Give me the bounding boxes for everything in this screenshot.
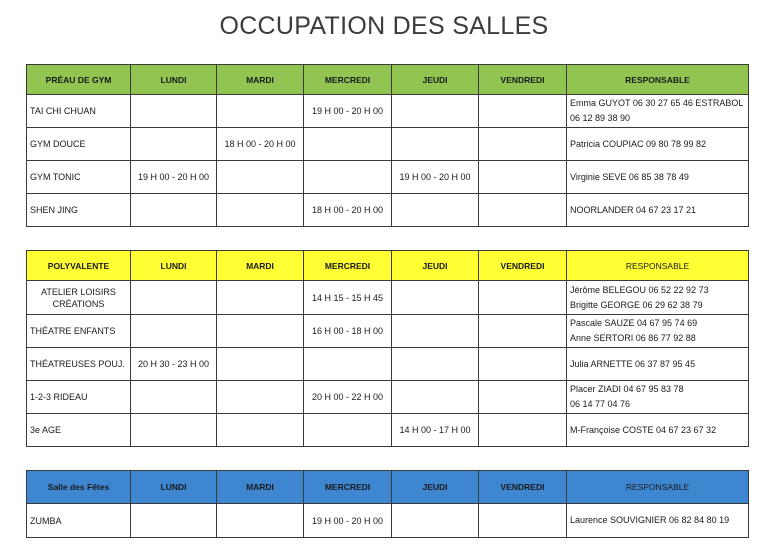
activity-cell: 3e AGE xyxy=(27,414,131,447)
responsable-line: 06 12 89 38 90 xyxy=(570,113,631,123)
time-cell xyxy=(217,161,304,194)
table-header-row xyxy=(27,65,749,95)
day-header-jeudi: JEUDI xyxy=(392,471,479,504)
time-cell xyxy=(479,128,567,161)
time-cell xyxy=(131,281,217,315)
table-row xyxy=(27,281,749,315)
activity-cell: GYM TONIC xyxy=(27,161,131,194)
activity-cell: THÉATREUSES POUJ. xyxy=(27,348,131,381)
activity-cell: GYM DOUCE xyxy=(27,128,131,161)
time-cell xyxy=(217,381,304,414)
room-name-header: Salle des Fêtes xyxy=(27,471,131,504)
table-header-row xyxy=(27,471,749,504)
time-cell xyxy=(131,128,217,161)
day-header-vendredi: VENDREDI xyxy=(479,65,567,95)
activity-cell: SHEN JING xyxy=(27,194,131,227)
time-cell xyxy=(304,414,392,447)
responsable-cell: Julia ARNETTE 06 37 87 95 45 xyxy=(567,348,749,381)
time-cell: 19 H 00 - 20 H 00 xyxy=(131,161,217,194)
time-cell xyxy=(131,95,217,128)
responsable-line: Pascale SAUZE 04 67 95 74 69 xyxy=(570,318,698,328)
responsable-line: Placer ZIADI 04 67 95 83 78 xyxy=(570,384,684,394)
responsable-line: 06 14 77 04 76 xyxy=(570,399,631,409)
time-cell xyxy=(131,315,217,348)
time-cell: 19 H 00 - 20 H 00 xyxy=(392,161,479,194)
responsable-cell: M-Françoise COSTE 04 67 23 67 32 xyxy=(567,414,749,447)
activity-cell: ZUMBA xyxy=(27,504,131,538)
room-name-header: PRÉAU DE GYM xyxy=(27,65,131,95)
day-header-mercredi: MERCREDI xyxy=(304,471,392,504)
table-row xyxy=(27,381,749,414)
time-cell xyxy=(217,348,304,381)
room-name-header: POLYVALENTE xyxy=(27,251,131,281)
activity-cell: TAI CHI CHUAN xyxy=(27,95,131,128)
table-row xyxy=(27,414,749,447)
time-cell xyxy=(131,504,217,538)
schedule-table-preau xyxy=(26,64,749,227)
responsable-header: RESPONSABLE xyxy=(567,251,749,281)
time-cell: 14 H 00 - 17 H 00 xyxy=(392,414,479,447)
table-row xyxy=(27,161,749,194)
time-cell: 19 H 00 - 20 H 00 xyxy=(304,504,392,538)
time-cell xyxy=(392,194,479,227)
time-cell xyxy=(217,414,304,447)
time-cell xyxy=(392,381,479,414)
day-header-jeudi: JEUDI xyxy=(392,251,479,281)
time-cell xyxy=(479,281,567,315)
day-header-mercredi: MERCREDI xyxy=(304,251,392,281)
table-row xyxy=(27,315,749,348)
table-row xyxy=(27,128,749,161)
time-cell xyxy=(392,504,479,538)
responsable-cell xyxy=(567,381,749,414)
time-cell: 18 H 00 - 20 H 00 xyxy=(304,194,392,227)
table-row xyxy=(27,504,749,538)
time-cell xyxy=(392,128,479,161)
time-cell: 19 H 00 - 20 H 00 xyxy=(304,95,392,128)
time-cell: 18 H 00 - 20 H 00 xyxy=(217,128,304,161)
activity-cell: ATELIER LOISIRS CRÉATIONS xyxy=(27,281,131,315)
day-header-lundi: LUNDI xyxy=(131,471,217,504)
time-cell xyxy=(304,128,392,161)
time-cell xyxy=(217,194,304,227)
time-cell xyxy=(479,194,567,227)
responsable-line: Jérôme BELEGOU 06 52 22 92 73 xyxy=(570,284,709,295)
day-header-jeudi: JEUDI xyxy=(392,65,479,95)
activity-cell: 1-2-3 RIDEAU xyxy=(27,381,131,414)
time-cell xyxy=(131,381,217,414)
activity-cell: THÉATRE ENFANTS xyxy=(27,315,131,348)
day-header-lundi: LUNDI xyxy=(131,65,217,95)
responsable-cell: Laurence SOUVIGNIER 06 82 84 80 19 xyxy=(567,504,749,538)
time-cell xyxy=(217,281,304,315)
page-title: OCCUPATION DES SALLES xyxy=(219,12,549,40)
time-cell xyxy=(217,315,304,348)
responsable-cell xyxy=(567,315,749,348)
time-cell: 16 H 00 - 18 H 00 xyxy=(304,315,392,348)
day-header-vendredi: VENDREDI xyxy=(479,471,567,504)
time-cell xyxy=(479,161,567,194)
time-cell xyxy=(479,504,567,538)
time-cell xyxy=(217,95,304,128)
responsable-cell xyxy=(567,95,749,128)
time-cell: 14 H 15 - 15 H 45 xyxy=(304,281,392,315)
time-cell xyxy=(479,414,567,447)
day-header-lundi: LUNDI xyxy=(131,251,217,281)
time-cell xyxy=(392,281,479,315)
responsable-cell xyxy=(567,281,749,315)
time-cell xyxy=(304,348,392,381)
day-header-vendredi: VENDREDI xyxy=(479,251,567,281)
day-header-mardi: MARDI xyxy=(217,471,304,504)
responsable-line: Anne SERTORI 06 86 77 92 88 xyxy=(570,333,696,343)
schedule-table-polyvalente xyxy=(26,250,749,447)
time-cell xyxy=(392,348,479,381)
time-cell xyxy=(131,414,217,447)
time-cell xyxy=(131,194,217,227)
day-header-mardi: MARDI xyxy=(217,251,304,281)
time-cell xyxy=(479,95,567,128)
table-row xyxy=(27,348,749,381)
schedule-table-salle-des-fetes xyxy=(26,470,749,538)
responsable-line: Brigitte GEORGE 06 29 62 38 79 xyxy=(570,299,703,310)
day-header-mardi: MARDI xyxy=(217,65,304,95)
table-row xyxy=(27,95,749,128)
time-cell xyxy=(479,381,567,414)
responsable-header: RESPONSABLE xyxy=(567,471,749,504)
time-cell xyxy=(479,315,567,348)
responsable-cell: NOORLANDER 04 67 23 17 21 xyxy=(567,194,749,227)
time-cell: 20 H 30 - 23 H 00 xyxy=(131,348,217,381)
responsable-cell: Patricia COUPIAC 09 80 78 99 82 xyxy=(567,128,749,161)
table-row xyxy=(27,194,749,227)
day-header-mercredi: MERCREDI xyxy=(304,65,392,95)
responsable-cell: Virginie SEVE 06 85 38 78 49 xyxy=(567,161,749,194)
responsable-header: RESPONSABLE xyxy=(567,65,749,95)
time-cell xyxy=(217,504,304,538)
responsable-line: Emma GUYOT 06 30 27 65 46 ESTRABOL xyxy=(570,98,744,108)
time-cell xyxy=(479,348,567,381)
time-cell xyxy=(304,161,392,194)
time-cell xyxy=(392,315,479,348)
time-cell xyxy=(392,95,479,128)
table-header-row xyxy=(27,251,749,281)
time-cell: 20 H 00 - 22 H 00 xyxy=(304,381,392,414)
